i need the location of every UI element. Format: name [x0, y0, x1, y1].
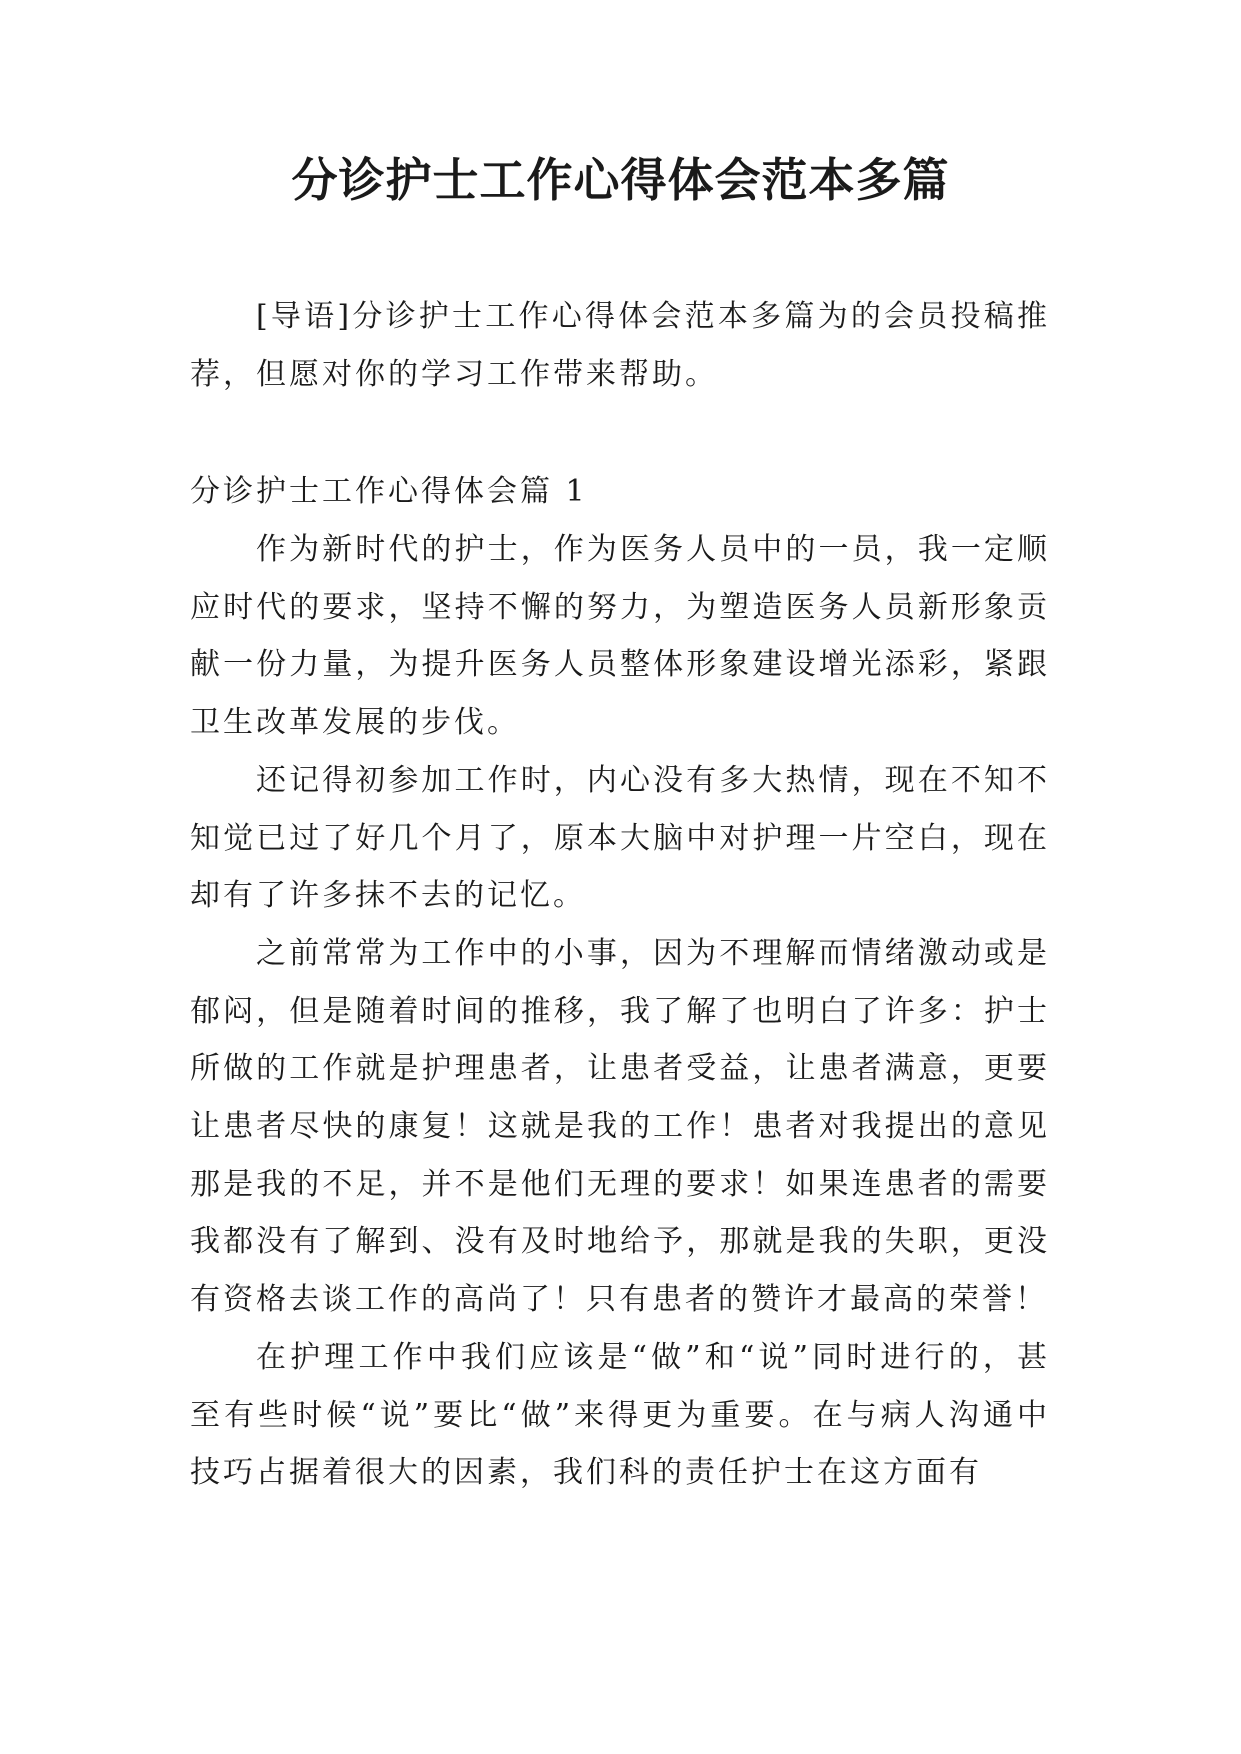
section-heading: 分诊护士工作心得体会篇 1	[190, 474, 588, 509]
body-paragraph-4: 在护理工作中我们应该是“做”和“说”同时进行的，甚至有些时候“说”要比“做”来得更为重要。在与病人沟通中技巧占据着很大的因素，我们科的责任护士在这方面有	[190, 1339, 1050, 1491]
document-title: 分诊护士工作心得体会范本多篇	[291, 153, 950, 207]
intro-text: [导语]分诊护士工作心得体会范本多篇为的会员投稿推荐，但愿对你的学习工作带来帮助。	[190, 299, 1050, 392]
intro-paragraph	[190, 288, 1050, 403]
article-body	[190, 521, 1050, 1502]
body-paragraph-2: 还记得初参加工作时，内心没有多大热情，现在不知不知觉已过了好几个月了，原本大脑中对护理一片空白，现在却有了许多抹不去的记忆。	[190, 762, 1050, 914]
body-paragraph-1: 作为新时代的护士，作为医务人员中的一员，我一定顺应时代的要求，坚持不懈的努力，为塑造医务人员新形象贡献一份力量，为提升医务人员整体形象建设增光添彩，紧跟卫生改革发展的步伐。	[190, 532, 1050, 741]
body-paragraph-3: 之前常常为工作中的小事，因为不理解而情绪激动或是郁闷，但是随着时间的推移，我了解了也明白了许多：护士所做的工作就是护理患者，让患者受益，让患者满意，更要让患者尽快的康复！这就是我的工作！患者对我提出的意见那是我的不足，并不是他们无理的要求！如果连患者的需要我都没有了解到、没有及时地给予，那就是我的失职，更没有资格去谈工作的高尚了！只有患者的赞许才最高的荣誉！	[190, 935, 1050, 1318]
